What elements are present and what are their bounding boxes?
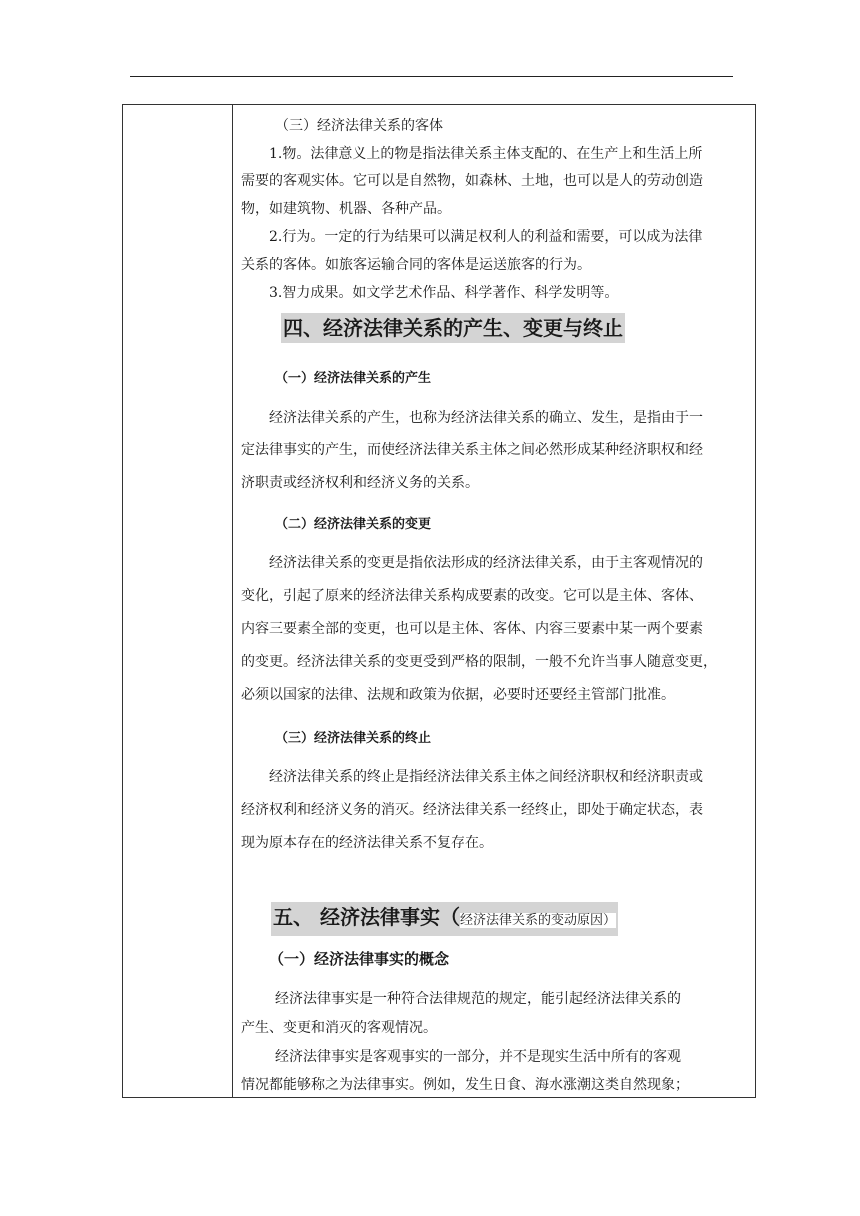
- table-left-column: [123, 105, 233, 1097]
- intellect-para-line: 3.智力成果。如文学艺术作品、科学著作、科学发明等。: [269, 285, 619, 301]
- section-5-1-line: 产生、变更和消灭的客观情况。: [241, 1020, 437, 1036]
- section-4-3-line: 经济法律关系的终止是指经济法律关系主体之间经济职权和经济职责或: [269, 769, 703, 785]
- section-5-title-note: 经济法律关系的变动原因）: [459, 913, 616, 928]
- behavior-para-line: 关系的客体。如旅客运输合同的客体是运送旅客的行为。: [241, 257, 591, 273]
- section-5-1-line: 经济法律事实是一种符合法律规范的规定，能引起经济法律关系的: [275, 991, 681, 1007]
- object-para-line: 需要的客观实体。它可以是自然物，如森林、土地，也可以是人的劳动创造: [241, 173, 703, 189]
- section-5-title-text: 五、 经济法律事实（: [273, 905, 460, 929]
- section-4-3-line: 现为原本存在的经济法律关系不复存在。: [241, 835, 493, 851]
- section-4-3-heading: （三）经济法律关系的终止: [275, 731, 432, 746]
- object-para-line: 1.物。法律意义上的物是指法律关系主体支配的、在生产上和生活上所: [269, 146, 703, 162]
- section-4-1-line: 济职责或经济权利和经济义务的关系。: [241, 475, 479, 491]
- section-4-2-line: 必须以国家的法律、法规和政策为依据，必要时还要经主管部门批准。: [241, 687, 675, 703]
- section-5-1-heading: （一）经济法律事实的概念: [269, 950, 450, 968]
- header-rule: [130, 76, 733, 77]
- section-4-1-heading: （一）经济法律关系的产生: [275, 371, 432, 386]
- section-5-1-line: 情况都能够称之为法律事实。例如，发生日食、海水涨潮这类自然现象；: [241, 1077, 689, 1093]
- object-para-line: 物，如建筑物、机器、各种产品。: [241, 201, 451, 217]
- section-4-2-line: 内容三要素全部的变更，也可以是主体、客体、内容三要素中某一两个要素: [241, 621, 703, 637]
- content-table: [122, 104, 756, 1098]
- behavior-para-line: 2.行为。一定的行为结果可以满足权利人的利益和需要，可以成为法律: [269, 229, 703, 245]
- section-4-2-heading: （二）经济法律关系的变更: [275, 517, 432, 532]
- section-4-2-line: 的变更。经济法律关系的变更受到严格的限制，一般不允许当事人随意变更，: [241, 654, 717, 670]
- section-3-heading: （三）经济法律关系的客体: [275, 118, 443, 134]
- section-4-3-line: 经济权利和经济义务的消灭。经济法律关系一经终止，即处于确定状态，表: [241, 802, 703, 818]
- section-4-1-line: 定法律事实的产生，而使经济法律关系主体之间必然形成某种经济职权和经: [241, 442, 703, 458]
- section-4-title: 四、经济法律关系的产生、变更与终止: [281, 313, 625, 343]
- section-4-1-line: 经济法律关系的产生，也称为经济法律关系的确立、发生，是指由于一: [269, 410, 703, 426]
- section-4-2-line: 变化，引起了原来的经济法律关系构成要素的改变。它可以是主体、客体、: [241, 588, 703, 604]
- section-5-1-line: 经济法律事实是客观事实的一部分，并不是现实生活中所有的客观: [275, 1049, 681, 1065]
- section-4-2-line: 经济法律关系的变更是指依法形成的经济法律关系，由于主客观情况的: [269, 555, 703, 571]
- section-5-title: [271, 902, 618, 936]
